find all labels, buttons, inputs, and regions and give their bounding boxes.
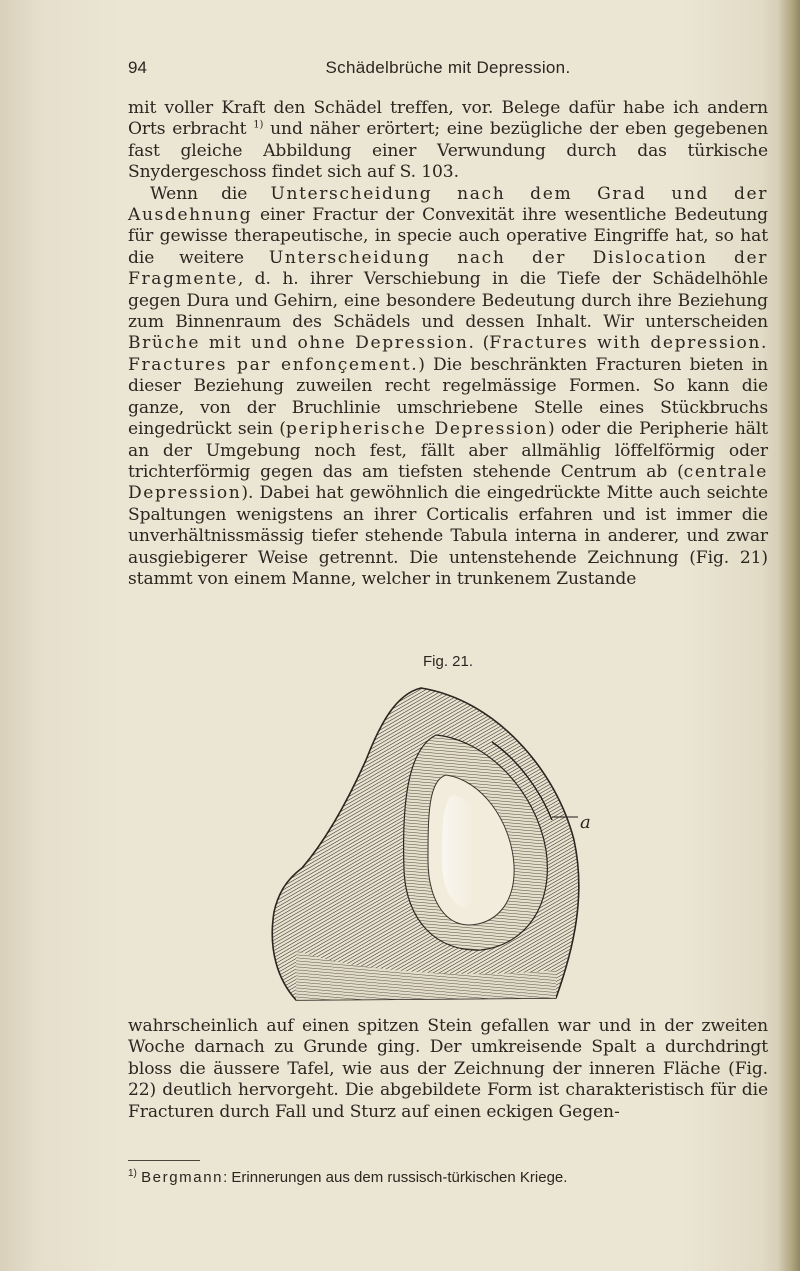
footnote-rule xyxy=(128,1160,200,1161)
footnote-author: Bergmann xyxy=(141,1169,224,1186)
skull-fracture-illustration xyxy=(256,680,596,1010)
text-run: Wenn die xyxy=(150,183,271,204)
body-text-top xyxy=(128,98,768,590)
footnote-text: : Erinnerungen aus dem russisch-türkischen Kriege. xyxy=(223,1169,568,1186)
figure-caption: Fig. 21. xyxy=(422,653,474,670)
figure-label-a: a xyxy=(580,812,591,833)
text-run: ) Die beschränkten Fracturen bieten in dieser Beziehung zuweilen recht regelmässige Formen. So kann die ganze, von der Bruchlinie umschriebene Stelle eines Stückbruchs eingedrückt sein ( xyxy=(128,354,768,440)
text-run: ). Dabei hat gewöhnlich die eingedrückte Mitte auch seichte Spaltungen wenigstens an ihrer Corticalis erfahren und ist immer die unverhältnissmässig tiefer stehende Tabula interna in anderer, und zwar ausgiebigerer Weise getrennt. Die untenstehende Zeichnung (Fig. 21) stammt von einem Manne, welcher in trunkenem Zustande xyxy=(128,483,768,589)
page-edge xyxy=(778,0,800,1271)
spaced-term: peripherische Depression xyxy=(285,419,548,440)
footnote xyxy=(128,1168,768,1187)
text-run: und näher erörtert; eine bezügliche der eben gegebenen fast gleiche Abbildung einer Verwundung durch das türkische Snydergeschoss findet sich auf S. 103. xyxy=(128,119,768,183)
spaced-term: Unterscheidung nach dem Grad und der Ausdehnung xyxy=(128,183,768,226)
spaced-term: Fractures with depression. Fractures par enfonçement. xyxy=(128,333,768,375)
text-run: mit voller Kraft den Schädel treffen, vor. Belege dafür habe ich andern Orts erbracht xyxy=(128,98,768,140)
paragraph-2 xyxy=(128,184,768,591)
text-run: ) oder die Peripherie hält an der Umgebung noch fest, fällt aber allmählig löffelförmig oder trichterförmig gegen das am tiefsten stehende Centrum ab ( xyxy=(128,419,768,482)
footnote-marker: 1) xyxy=(253,119,264,131)
text-run: einer Fractur der Convexität ihre wesentliche Bedeutung für gewisse therapeutische, in specie auch operative Eingriffe hat, so hat die weitere xyxy=(128,205,768,268)
paragraph-1 xyxy=(128,98,768,184)
spaced-term: Brüche mit und ohne Depression. xyxy=(128,333,476,354)
footnote-mark: 1) xyxy=(128,1168,137,1179)
paragraph-3: wahrscheinlich auf einen spitzen Stein gefallen war und in der zweiten Woche darnach zu Grunde ging. Der umkreisende Spalt a durchdringt bloss die äussere Tafel, wie aus der Zeichnung der inneren Fläche (Fig. 22) deutlich hervorgeht. Die abgebildete Form ist charakteristisch für die Fracturen durch Fall und Sturz auf einen eckigen Gegen- xyxy=(128,1016,768,1122)
page-header xyxy=(128,58,768,88)
spaced-term: centrale Depression xyxy=(128,461,768,504)
running-title: Schädelbrüche mit Depression. xyxy=(325,58,571,77)
text-run: ( xyxy=(475,333,490,354)
body-text-bottom xyxy=(128,1016,768,1123)
spaced-term: Unterscheidung nach der Dislocation der Fragmente xyxy=(128,247,768,290)
text-run: , d. h. ihrer Verschiebung in die Tiefe der Schädelhöhle gegen Dura und Gehirn, eine besondere Bedeutung durch ihre Beziehung zum Binnenraum des Schädels und dessen Inhalt. Wir unterscheiden xyxy=(128,269,768,333)
page-number: 94 xyxy=(128,58,147,77)
